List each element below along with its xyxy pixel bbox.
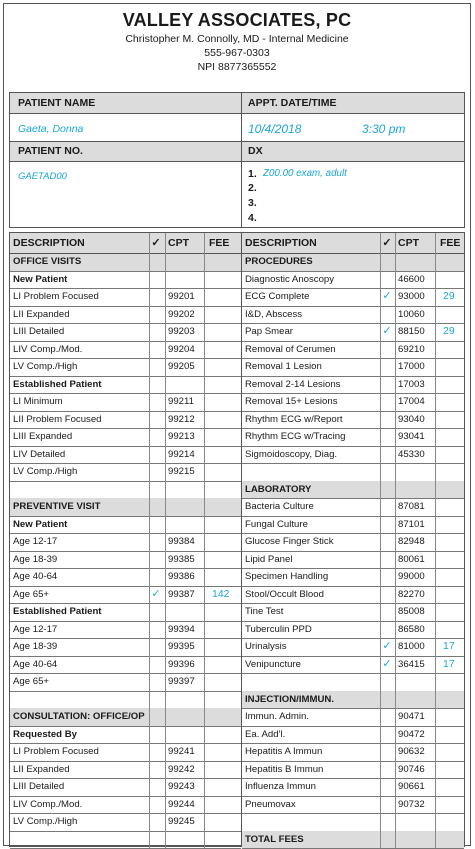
table-row[interactable]: [242, 778, 464, 796]
code-description: Sigmoidoscopy, Diag.: [245, 448, 338, 460]
table-row[interactable]: [242, 288, 464, 306]
code-description: Influenza Immun: [245, 781, 316, 792]
table-row[interactable]: [10, 533, 241, 551]
patient-info-box: [9, 92, 465, 228]
table-row[interactable]: [242, 376, 464, 394]
table-row[interactable]: [10, 341, 241, 359]
code-description: Rhythm ECG w/Tracing: [245, 431, 346, 442]
code-description: Established Patient: [13, 378, 102, 390]
subsection-label: [10, 271, 241, 289]
code-description: I&D, Abscess: [245, 308, 303, 320]
appt-time-value[interactable]: 3:30 pm: [362, 122, 406, 136]
table-row[interactable]: [10, 568, 241, 586]
checkbox-cell[interactable]: ✓: [382, 640, 392, 652]
subsection-label: [10, 376, 241, 394]
table-row: [242, 813, 464, 831]
cpt-code: 99385: [168, 553, 195, 565]
code-description: Venipuncture: [245, 658, 302, 670]
table-row[interactable]: [242, 393, 464, 411]
cpt-code: 99394: [168, 623, 195, 635]
cpt-code: 85008: [398, 606, 425, 617]
code-description: Glucose Finger Stick: [245, 536, 334, 547]
patient-name-label: PATIENT NAME: [18, 97, 96, 109]
header-rule: [242, 253, 464, 254]
cpt-code: 69210: [398, 343, 425, 355]
code-description: LI Problem Focused: [13, 746, 99, 757]
code-description: LV Comp./High: [13, 816, 78, 827]
cpt-code: 99396: [168, 658, 195, 670]
table-row[interactable]: [10, 673, 241, 691]
table-row[interactable]: [10, 621, 241, 639]
table-row[interactable]: [242, 306, 464, 324]
table-row: [10, 831, 241, 849]
code-description: Removal 15+ Lesions: [245, 396, 338, 407]
fee-cell[interactable]: 17: [443, 657, 455, 670]
patient-no-value[interactable]: GAETAD00: [18, 171, 67, 182]
cpt-code: 93000: [398, 291, 425, 302]
code-description: Bacteria Culture: [245, 501, 314, 512]
table-row[interactable]: [242, 586, 464, 604]
subsection-label: [10, 726, 241, 744]
table-row[interactable]: [242, 498, 464, 516]
check-header: ✓: [151, 237, 161, 249]
code-description: Hepatitis B Immun: [245, 763, 324, 775]
code-description: Urinalysis: [245, 641, 287, 652]
cpt-code: 10060: [398, 308, 425, 320]
table-row[interactable]: [242, 271, 464, 289]
table-row[interactable]: [242, 603, 464, 621]
practice-phone: 555-967-0303: [204, 47, 270, 59]
table-row[interactable]: [10, 428, 241, 446]
cpt-code: 90632: [398, 746, 425, 757]
cpt-code: 99203: [168, 326, 195, 337]
section-header: [10, 253, 241, 271]
cpt-header: CPT: [398, 237, 419, 249]
code-description: Established Patient: [13, 606, 102, 617]
cpt-code: 99387: [168, 588, 195, 600]
code-description: Tine Test: [245, 606, 284, 617]
code-description: Age 40-64: [13, 658, 58, 670]
section-header: [242, 253, 464, 271]
code-description: ECG Complete: [245, 291, 310, 302]
code-description: LIII Detailed: [13, 326, 65, 337]
code-description: LV Comp./High: [13, 361, 78, 372]
column-divider: [149, 233, 150, 848]
table-row: [10, 691, 241, 709]
table-row[interactable]: [10, 358, 241, 376]
cpt-code: 99213: [168, 431, 195, 442]
code-description: OFFICE VISITS: [13, 256, 82, 267]
cpt-code: 99201: [168, 291, 195, 302]
code-description: PROCEDURES: [245, 256, 313, 267]
code-description: CONSULTATION: OFFICE/OP: [13, 711, 145, 722]
dx-number: 4.: [248, 212, 257, 224]
table-row[interactable]: [10, 323, 241, 341]
code-description: Age 65+: [13, 588, 50, 600]
table-row[interactable]: [10, 411, 241, 429]
practice-name: VALLEY ASSOCIATES, PC: [122, 10, 352, 30]
cpt-code: 80061: [398, 553, 425, 565]
table-row[interactable]: [10, 551, 241, 569]
section-header: [242, 481, 464, 499]
header-rule: [10, 253, 241, 254]
code-description: Pap Smear: [245, 326, 293, 337]
code-description: New Patient: [13, 273, 68, 285]
fee-cell[interactable]: 17: [443, 640, 455, 652]
table-row[interactable]: [242, 516, 464, 534]
left-column-header: [10, 233, 241, 253]
table-row[interactable]: [242, 411, 464, 429]
code-description: LII Problem Focused: [13, 413, 102, 425]
cpt-code: 45330: [398, 448, 425, 460]
table-row: [242, 673, 464, 691]
right-column-header: [242, 233, 464, 253]
dx-number: 1.: [248, 168, 257, 180]
cpt-header: CPT: [168, 237, 189, 249]
table-row[interactable]: [242, 638, 464, 656]
code-description: LIII Expanded: [13, 431, 73, 442]
code-description: Age 40-64: [13, 571, 58, 582]
code-description: Immun. Admin.: [245, 711, 309, 722]
code-description: Rhythm ECG w/Report: [245, 413, 343, 425]
fee-header: FEE: [209, 237, 230, 249]
subsection-label: [10, 603, 241, 621]
table-row[interactable]: [242, 621, 464, 639]
code-description: Ea. Add'l.: [245, 728, 286, 740]
code-description: LIII Detailed: [13, 781, 65, 792]
column-divider: [435, 233, 436, 848]
table-row[interactable]: [10, 796, 241, 814]
cpt-code: 90471: [398, 711, 425, 722]
table-row[interactable]: [10, 446, 241, 464]
cpt-code: 99243: [168, 781, 195, 792]
code-description: Diagnostic Anoscopy: [245, 273, 335, 285]
column-divider: [380, 233, 381, 848]
cpt-code: 99214: [168, 448, 195, 460]
cpt-code: 36415: [398, 658, 425, 670]
code-description: LI Problem Focused: [13, 291, 99, 302]
cpt-code: 17004: [398, 396, 425, 407]
section-header: [242, 831, 464, 849]
code-description: New Patient: [13, 518, 68, 530]
cpt-code: 99397: [168, 676, 195, 687]
appt-date-value[interactable]: 10/4/2018: [248, 122, 302, 136]
table-row[interactable]: [242, 796, 464, 814]
code-description: Removal of Cerumen: [245, 343, 336, 355]
checkbox-cell[interactable]: ✓: [382, 290, 392, 302]
table-row[interactable]: [242, 323, 464, 341]
table-row[interactable]: [10, 813, 241, 831]
superbill-form: [3, 3, 471, 846]
check-header: ✓: [382, 237, 392, 249]
cpt-code: 99202: [168, 308, 195, 320]
table-row[interactable]: [10, 743, 241, 761]
cpt-code: 99204: [168, 343, 195, 355]
table-row[interactable]: [10, 656, 241, 674]
code-description: Age 12-17: [13, 623, 58, 635]
section-header: [10, 708, 241, 726]
description-header: DESCRIPTION: [13, 237, 85, 249]
code-description: LABORATORY: [245, 483, 312, 495]
cpt-code: 90472: [398, 728, 425, 740]
cpt-code: 99211: [168, 396, 194, 407]
cpt-code: 99205: [168, 361, 195, 372]
code-description: LII Expanded: [13, 308, 70, 320]
code-description: Removal 1 Lesion: [245, 361, 322, 372]
code-description: LIV Detailed: [13, 448, 66, 460]
code-description: Lipid Panel: [245, 553, 293, 565]
cpt-code: 99000: [398, 571, 425, 582]
fee-cell[interactable]: 29: [443, 290, 455, 302]
code-description: Fungal Culture: [245, 518, 308, 530]
cpt-code: 99242: [168, 763, 195, 775]
code-description: INJECTION/IMMUN.: [245, 693, 335, 705]
code-description: Tuberculin PPD: [245, 623, 312, 635]
cpt-code: 17003: [398, 378, 425, 390]
table-row[interactable]: [10, 393, 241, 411]
checkbox-cell[interactable]: ✓: [382, 657, 392, 670]
cpt-code: 99244: [168, 798, 195, 810]
patient-box-rule: [10, 161, 464, 162]
cpt-code: 99384: [168, 536, 195, 547]
cpt-code: 99212: [168, 413, 195, 425]
patient-box-rule: [10, 113, 464, 114]
table-row[interactable]: [242, 428, 464, 446]
cpt-code: 87101: [398, 518, 425, 530]
table-row[interactable]: [242, 726, 464, 744]
section-header: [10, 498, 241, 516]
column-divider: [165, 233, 166, 848]
checkbox-cell[interactable]: ✓: [382, 325, 392, 337]
table-row[interactable]: [10, 586, 241, 604]
cpt-code: 99215: [168, 466, 195, 477]
table-row[interactable]: [10, 778, 241, 796]
table-row[interactable]: [242, 708, 464, 726]
cpt-code: 90661: [398, 781, 425, 792]
code-description: Removal 2-14 Lesions: [245, 378, 341, 390]
table-row: [10, 481, 241, 499]
table-row[interactable]: [242, 341, 464, 359]
table-row: [242, 463, 464, 481]
code-description: LIV Comp./Mod.: [13, 343, 83, 355]
fee-cell[interactable]: 142: [212, 587, 230, 600]
appt-label: APPT. DATE/TIME: [248, 97, 337, 109]
table-row[interactable]: [242, 743, 464, 761]
code-description: Age 18-39: [13, 553, 58, 565]
cpt-code: 46600: [398, 273, 425, 285]
patient-no-label: PATIENT NO.: [18, 145, 83, 157]
table-row[interactable]: [242, 446, 464, 464]
cpt-code: 17000: [398, 361, 425, 372]
practice-npi: NPI 8877365552: [197, 61, 277, 73]
cpt-code: 93041: [398, 431, 425, 442]
table-row[interactable]: [242, 533, 464, 551]
code-description: PREVENTIVE VISIT: [13, 501, 101, 512]
subsection-label: [10, 516, 241, 534]
code-description: LV Comp./High: [13, 466, 78, 477]
table-row[interactable]: [10, 463, 241, 481]
section-header: [242, 691, 464, 709]
table-row[interactable]: [10, 761, 241, 779]
code-description: Stool/Occult Blood: [245, 588, 324, 600]
cpt-code: 99395: [168, 641, 195, 652]
cpt-code: 93040: [398, 413, 425, 425]
column-divider: [204, 233, 205, 848]
code-description: TOTAL FEES: [245, 833, 304, 845]
code-description: Specimen Handling: [245, 571, 329, 582]
cpt-code: 82270: [398, 588, 425, 600]
table-row[interactable]: [242, 568, 464, 586]
cpt-code: 99386: [168, 571, 195, 582]
column-divider: [395, 233, 396, 848]
cpt-code: 82948: [398, 536, 425, 547]
code-description: Age 12-17: [13, 536, 58, 547]
checkbox-cell[interactable]: ✓: [151, 587, 161, 600]
table-center-divider: [241, 233, 242, 846]
dx-entry[interactable]: Z00.00 exam, adult: [263, 168, 347, 179]
code-description: Age 18-39: [13, 641, 58, 652]
cpt-code: 86580: [398, 623, 425, 635]
table-row[interactable]: [242, 656, 464, 674]
patient-box-rule: [10, 141, 464, 142]
cpt-code: 99245: [168, 816, 195, 827]
code-description: Requested By: [13, 728, 77, 740]
table-row[interactable]: [242, 551, 464, 569]
codes-table: [9, 232, 465, 847]
dx-number: 2.: [248, 182, 257, 194]
fee-cell[interactable]: 29: [443, 325, 455, 337]
patient-name-value[interactable]: Gaeta, Donna: [18, 123, 84, 135]
cpt-code: 99241: [168, 746, 195, 757]
table-row[interactable]: [242, 761, 464, 779]
code-description: Pneumovax: [245, 798, 296, 810]
cpt-code: 87081: [398, 501, 425, 512]
code-description: LI Minimum: [13, 396, 63, 407]
fee-header: FEE: [440, 237, 461, 249]
cpt-code: 81000: [398, 641, 425, 652]
code-description: Age 65+: [13, 676, 50, 687]
table-row[interactable]: [10, 638, 241, 656]
cpt-code: 88150: [398, 326, 425, 337]
code-description: LII Expanded: [13, 763, 70, 775]
cpt-code: 90732: [398, 798, 425, 810]
dx-label: DX: [248, 145, 263, 157]
code-description: LIV Comp./Mod.: [13, 798, 83, 810]
table-row[interactable]: [242, 358, 464, 376]
cpt-code: 90746: [398, 763, 425, 775]
physician-line: Christopher M. Connolly, MD - Internal Medicine: [125, 33, 349, 45]
table-row[interactable]: [10, 306, 241, 324]
dx-number: 3.: [248, 197, 257, 209]
table-row[interactable]: [10, 288, 241, 306]
description-header: DESCRIPTION: [245, 237, 317, 249]
code-description: Hepatitis A Immun: [245, 746, 323, 757]
